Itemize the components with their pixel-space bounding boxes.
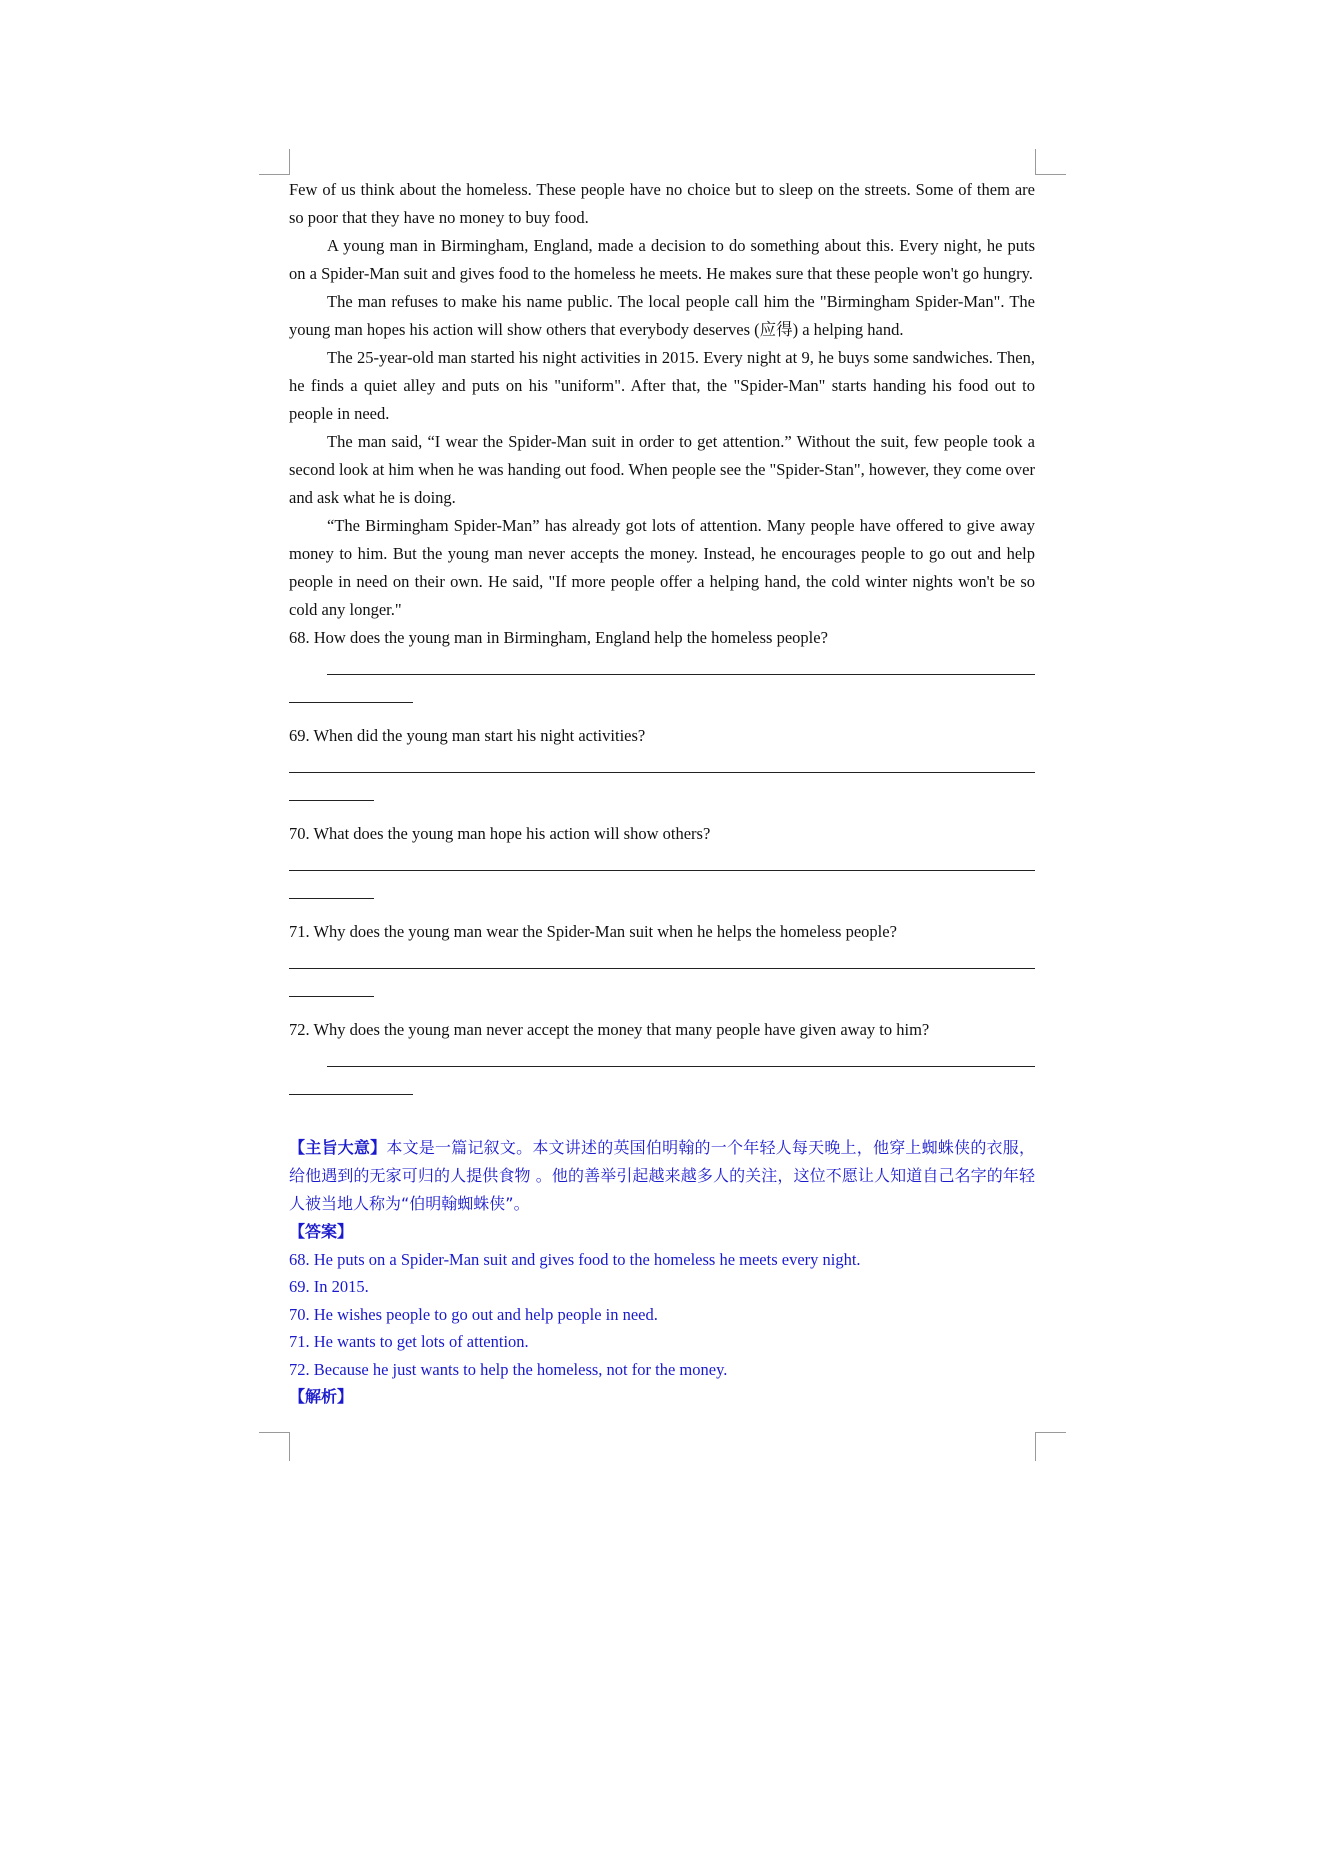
passage-paragraph-4: The 25-year-old man started his night activities in 2015. Every night at 9, he buys some sandwiches. Then, he finds a quiet alley and puts on his "uniform". After that, the "Spider-Man" starts handing his food out to people in need. (289, 348, 1035, 423)
passage-paragraph-1: Few of us think about the homeless. These people have no choice but to sleep on the streets. Some of them are so poor that they have no money to buy food. (289, 180, 1035, 227)
passage-paragraph-3: The man refuses to make his name public. The local people call him the "Birmingham Spider-Man". The young man hopes his action will show others that everybody deserves (应得) a helping hand. (289, 292, 1035, 339)
main-idea-text: 本文是一篇记叙文。本文讲述的英国伯明翰的一个年轻人每天晚上，他穿上蜘蛛侠的衣服，给他遇到的无家可归的人提供食物 。他的善举引起越来越多人的关注，这位不愿让人知道自己名字的年轻人被当地人称为“伯明翰蜘蛛侠”。 (289, 1138, 1035, 1213)
answer-line (289, 772, 1035, 773)
main-idea-label: 【主旨大意】 (289, 1138, 387, 1157)
passage-paragraph-5: The man said, “I wear the Spider-Man suit in order to get attention.” Without the suit, few people took a second look at him when he was handing out food. When people see the "Spider-Stan", however, they come over and ask what he is doing. (289, 432, 1035, 507)
reading-passage (289, 176, 1035, 624)
answer-72: 72. Because he just wants to help the homeless, not for the money. (289, 1359, 728, 1379)
crop-mark-top-right (1035, 149, 1066, 175)
answer-71: 71. He wants to get lots of attention. (289, 1332, 529, 1351)
answer-blank-70[interactable] (289, 848, 1035, 904)
answer-line (289, 702, 413, 703)
main-idea-section (289, 1134, 1035, 1218)
answer-line (289, 800, 374, 801)
answer-70: 70. He wishes people to go out and help people in need. (289, 1304, 658, 1324)
answer-line (289, 996, 374, 997)
answer-blank-72[interactable] (289, 1044, 1035, 1100)
answer-line (289, 1094, 413, 1095)
answer-68: 68. He puts on a Spider-Man suit and gives food to the homeless he meets every night. (289, 1249, 861, 1269)
crop-mark-bottom-right (1035, 1432, 1066, 1461)
answer-line (289, 898, 374, 899)
page-content (289, 176, 1035, 1411)
answer-key (289, 1218, 1035, 1411)
crop-mark-top-left (259, 149, 290, 175)
answer-blank-71[interactable] (289, 946, 1035, 1002)
answer-line (289, 968, 1035, 969)
answers-heading: 【答案】 (289, 1222, 354, 1241)
answer-line (327, 674, 1035, 675)
passage-paragraph-6: “The Birmingham Spider-Man” has already got lots of attention. Many people have offered to give away money to him. But the young man never accepts the money. Instead, he encourages people to go out and help people in need on their own. He said, "If more people offer a helping hand, the cold winter nights won't be so cold any longer." (289, 516, 1035, 619)
passage-paragraph-2: A young man in Birmingham, England, made a decision to do something about this. Every night, he puts on a Spider-Man suit and gives food to the homeless he meets. He makes sure that these people won't go hungry. (289, 236, 1035, 283)
question-72: 72. Why does the young man never accept the money that many people have given away to him? (289, 1020, 930, 1039)
answer-line (327, 1066, 1035, 1067)
answer-69: 69. In 2015. (289, 1277, 369, 1296)
crop-mark-bottom-left (259, 1432, 290, 1461)
question-70: 70. What does the young man hope his action will show others? (289, 824, 711, 843)
answer-line (289, 870, 1035, 871)
question-69: 69. When did the young man start his night activities? (289, 726, 646, 745)
question-68: 68. How does the young man in Birmingham, England help the homeless people? (289, 628, 828, 647)
question-list (289, 624, 1035, 1100)
answer-blank-68[interactable] (289, 652, 1035, 708)
analysis-heading: 【解析】 (289, 1387, 354, 1406)
answer-blank-69[interactable] (289, 750, 1035, 806)
question-71: 71. Why does the young man wear the Spider-Man suit when he helps the homeless people? (289, 922, 897, 941)
